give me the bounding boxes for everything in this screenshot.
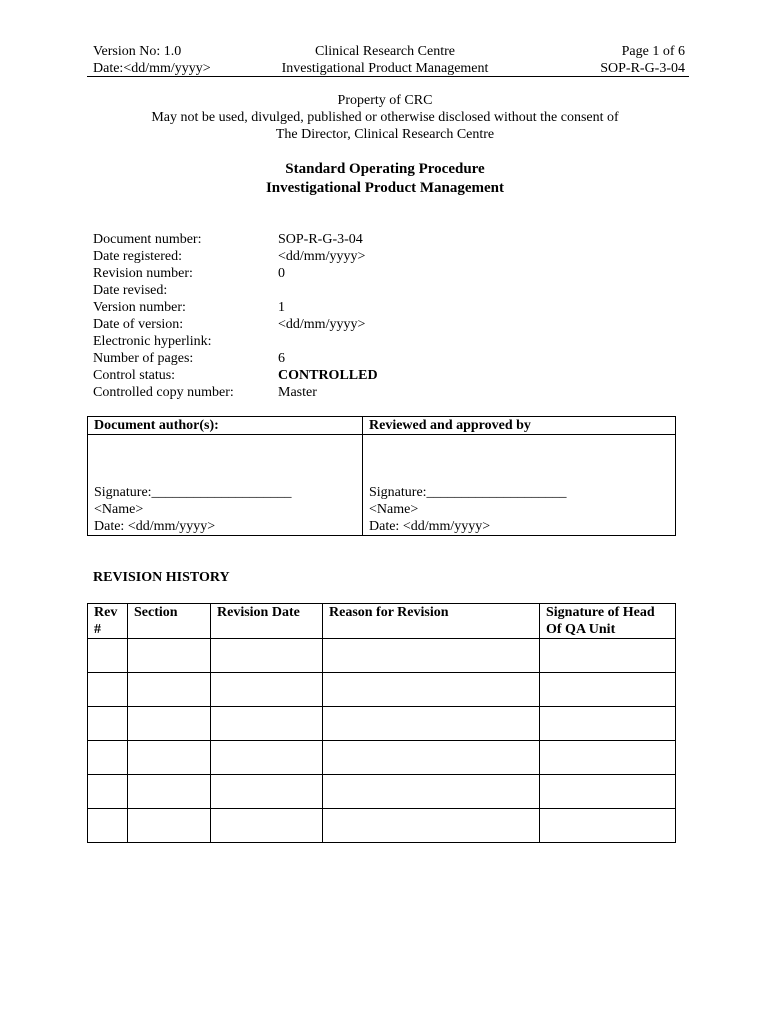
table-cell[interactable] [211,741,323,775]
table-cell[interactable] [540,809,676,843]
meta-row [93,299,378,316]
meta-row [93,231,378,248]
author-signature-line: Signature:____________________ [94,485,292,500]
table-cell[interactable] [323,673,540,707]
meta-label: Date revised: [93,283,168,298]
meta-row [93,316,378,333]
table-cell[interactable] [88,673,128,707]
document-code: SOP-R-G-3-04 [600,61,685,76]
table-cell[interactable] [323,639,540,673]
reviewer-signature-line: Signature:____________________ [369,485,567,500]
meta-label: Date registered: [93,249,183,264]
table-cell[interactable] [88,775,128,809]
author-signature-cell[interactable] [88,435,363,536]
table-cell[interactable] [128,639,211,673]
table-cell[interactable] [128,673,211,707]
meta-label: Control status: [93,368,176,383]
meta-value: 0 [278,266,285,281]
organization-name: Clinical Research Centre [315,44,455,59]
notice-line-2: May not be used, divulged, published or otherwise disclosed without the consent of [151,110,619,125]
meta-label: Revision number: [93,266,193,281]
signature-body-row [88,435,676,536]
document-title [80,160,690,198]
table-row [88,639,676,673]
table-cell[interactable] [88,707,128,741]
document-metadata [93,231,378,401]
document-subject: Investigational Product Management [281,61,489,76]
table-cell[interactable] [540,673,676,707]
meta-row [93,282,378,299]
table-cell[interactable] [88,809,128,843]
meta-row [93,367,378,384]
meta-row [93,265,378,282]
column-header-qa-signature: Signature of Head Of QA Unit [540,604,676,639]
table-cell[interactable] [128,809,211,843]
table-cell[interactable] [211,639,323,673]
column-header-revision-date: Revision Date [211,604,323,639]
signature-header-row [88,417,676,435]
meta-value: 6 [278,351,285,366]
reviewer-header: Reviewed and approved by [363,417,676,435]
title-line-1: Standard Operating Procedure [285,161,485,177]
author-date: Date: <dd/mm/yyyy> [94,519,216,534]
table-cell[interactable] [128,707,211,741]
title-line-2: Investigational Product Management [265,180,505,196]
table-cell[interactable] [323,707,540,741]
signature-table [87,416,676,536]
table-cell[interactable] [128,741,211,775]
version-number: Version No: 1.0 [93,44,182,59]
reviewer-signature-cell[interactable] [363,435,676,536]
meta-value: SOP-R-G-3-04 [278,232,363,247]
meta-value: Master [278,385,317,400]
table-row [88,809,676,843]
revision-header-row [88,604,676,639]
table-cell[interactable] [540,775,676,809]
meta-label: Controlled copy number: [93,385,234,400]
table-row [88,775,676,809]
table-cell[interactable] [88,741,128,775]
page-number: Page 1 of 6 [621,44,685,59]
meta-row [93,333,378,350]
header-center [220,43,550,77]
author-header: Document author(s): [88,417,363,435]
table-cell[interactable] [540,639,676,673]
table-cell[interactable] [211,707,323,741]
revision-history-table [87,603,676,843]
table-cell[interactable] [540,741,676,775]
meta-label: Version number: [93,300,186,315]
table-cell[interactable] [211,809,323,843]
confidentiality-notice [80,92,690,143]
table-cell[interactable] [211,775,323,809]
table-cell[interactable] [323,809,540,843]
notice-line-3: The Director, Clinical Research Centre [275,127,495,142]
column-header-reason: Reason for Revision [323,604,540,639]
column-header-section: Section [128,604,211,639]
table-cell[interactable] [323,775,540,809]
meta-label: Number of pages: [93,351,194,366]
header-right [600,43,685,77]
reviewer-date: Date: <dd/mm/yyyy> [369,519,491,534]
meta-label: Electronic hyperlink: [93,334,212,349]
meta-value: <dd/mm/yyyy> [278,249,366,264]
meta-row [93,248,378,265]
column-header-rev: Rev # [88,604,128,639]
table-row [88,707,676,741]
header-left [93,43,211,77]
meta-row [93,384,378,401]
table-cell[interactable] [88,639,128,673]
table-row [88,673,676,707]
meta-value: <dd/mm/yyyy> [278,317,366,332]
header-divider [87,76,689,77]
table-cell[interactable] [323,741,540,775]
meta-label: Document number: [93,232,202,247]
reviewer-name: <Name> [369,502,419,517]
table-cell[interactable] [211,673,323,707]
notice-line-1: Property of CRC [337,93,433,108]
table-row [88,741,676,775]
header-date: Date:<dd/mm/yyyy> [93,61,211,76]
control-status-value: CONTROLLED [278,368,378,383]
author-name: <Name> [94,502,144,517]
table-cell[interactable] [128,775,211,809]
table-cell[interactable] [540,707,676,741]
meta-value: 1 [278,300,285,315]
meta-label: Date of version: [93,317,184,332]
meta-row [93,350,378,367]
revision-history-title: REVISION HISTORY [93,570,230,585]
